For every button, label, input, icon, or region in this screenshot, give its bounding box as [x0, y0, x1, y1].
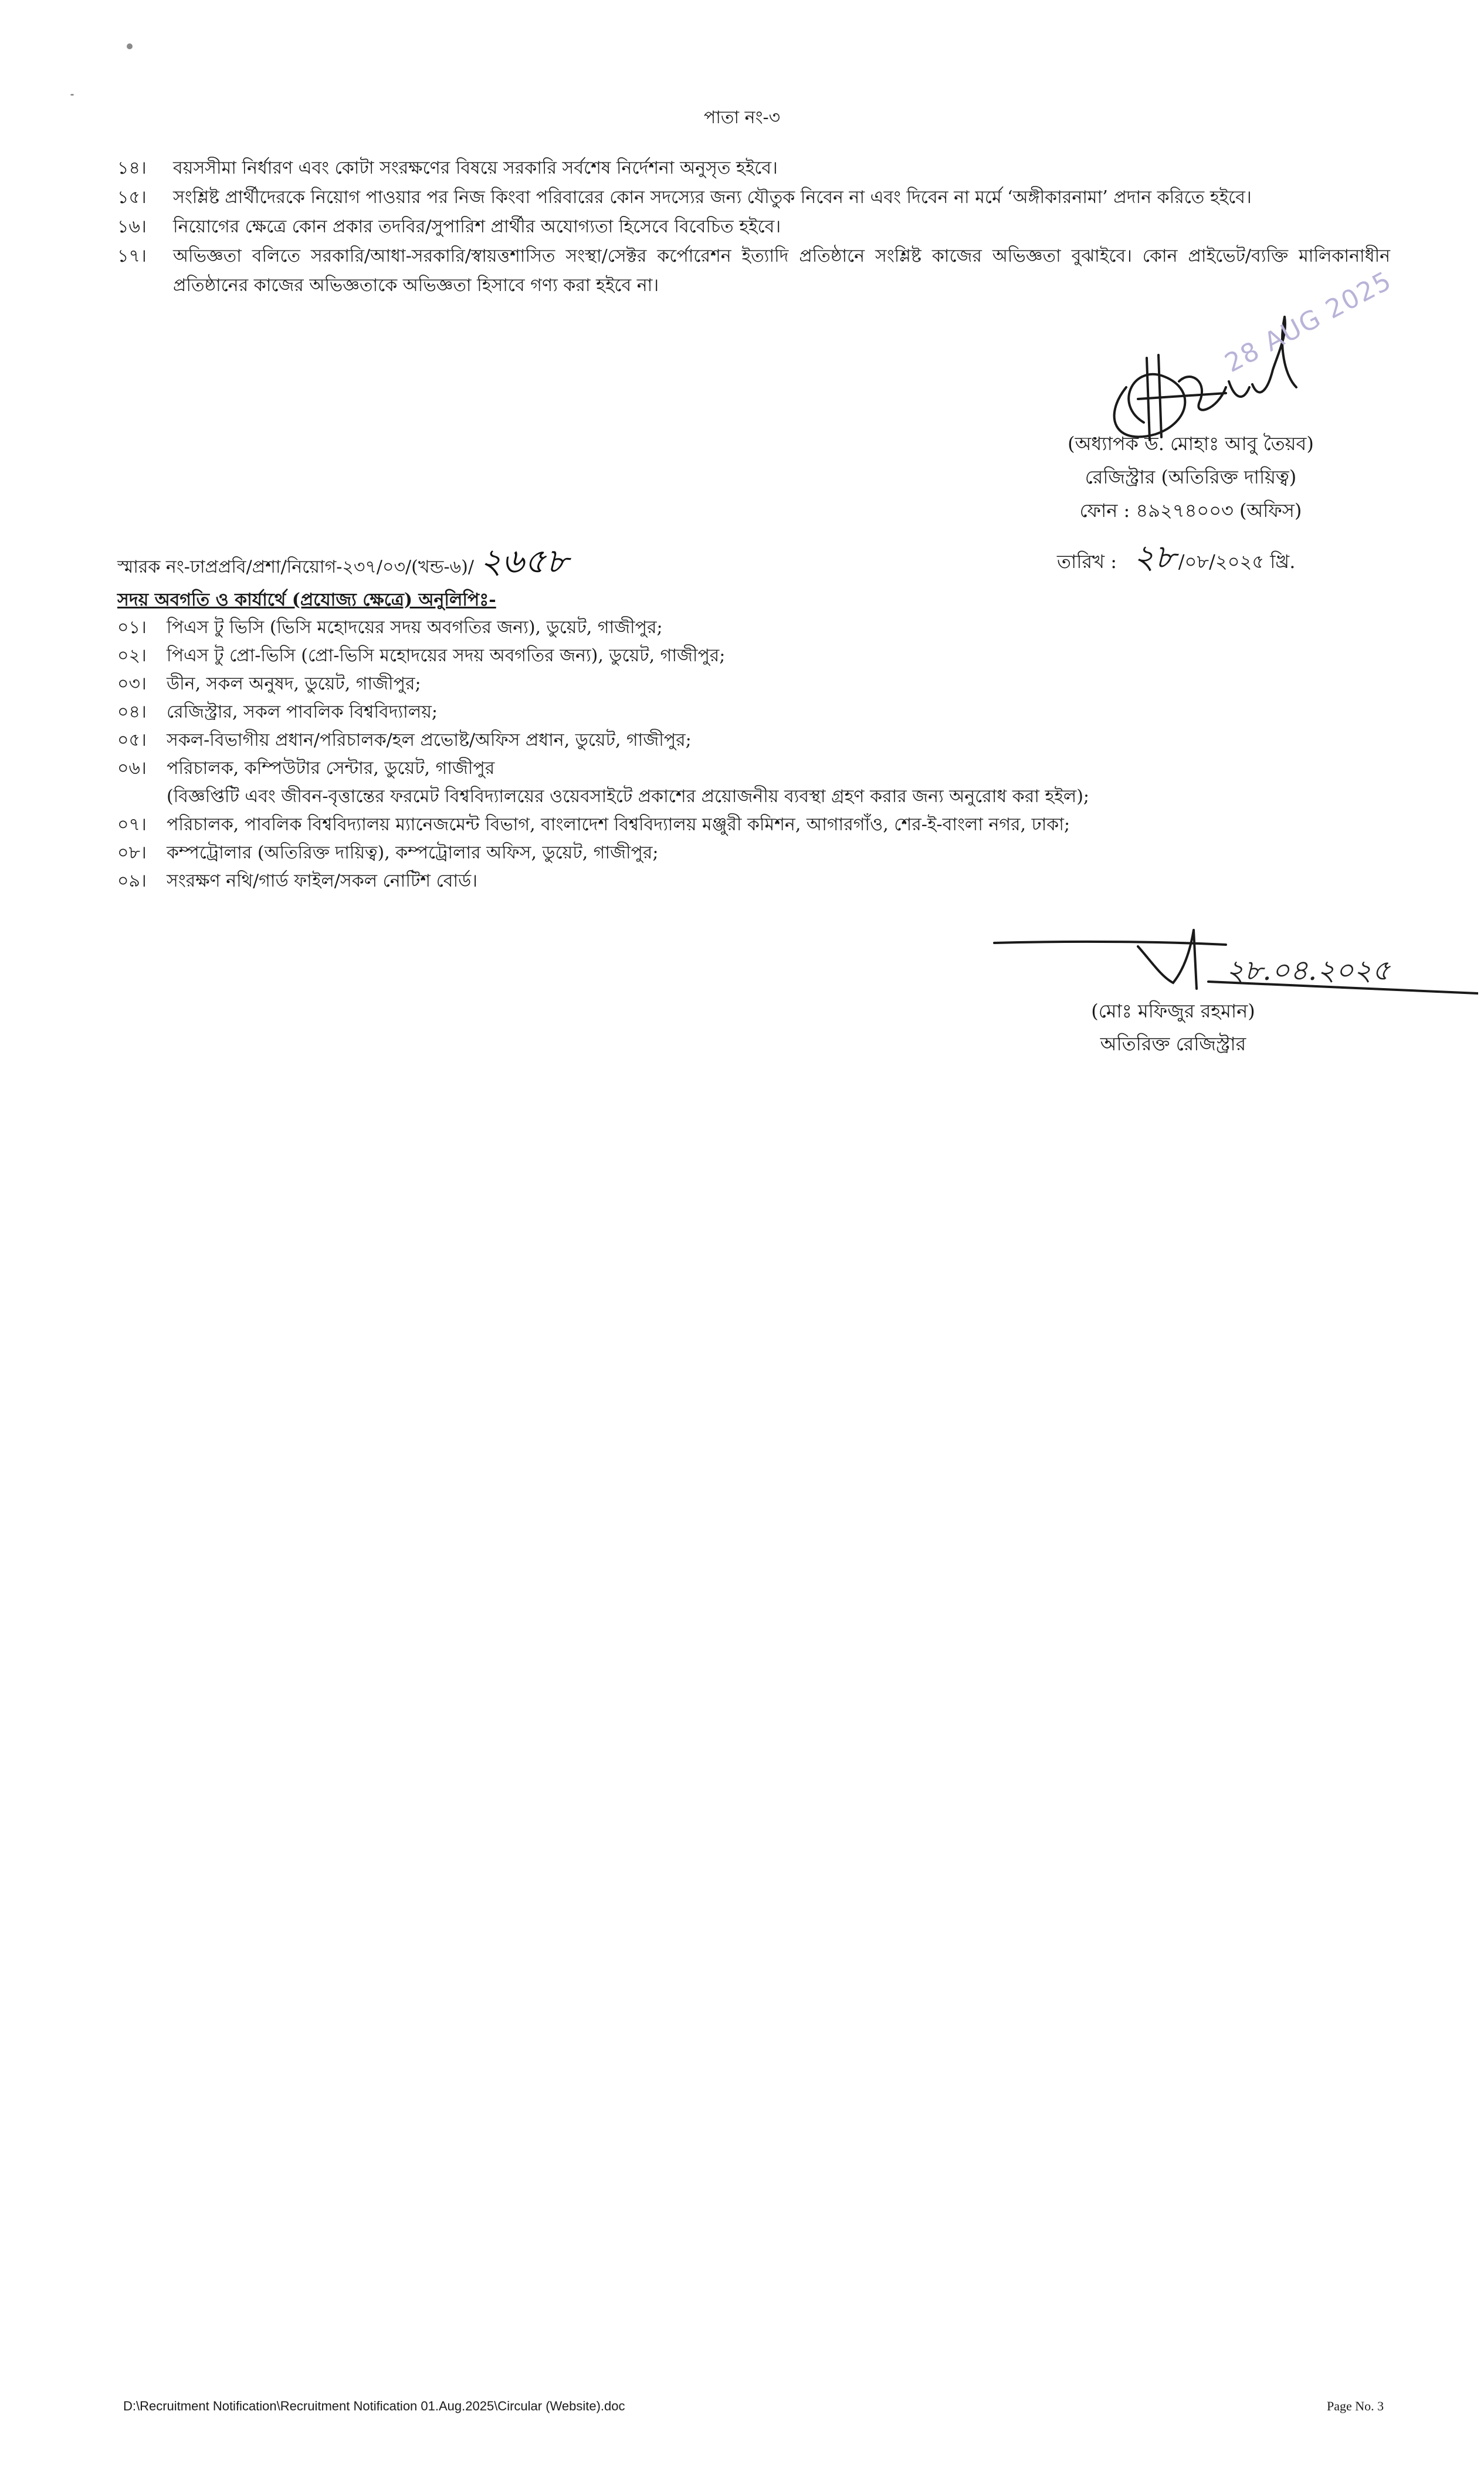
- registrar-name: (অধ্যাপক ড. মোহাঃ আবু তৈয়ব): [1068, 432, 1314, 455]
- copy-item: [117, 698, 1349, 726]
- condition-text: বয়সসীমা নির্ধারণ এবং কোটা সংরক্ষণের বিষয়ে সরকারি সর্বশেষ নির্দেশনা অনুসৃত হইবে।: [173, 158, 778, 178]
- copy-number: ০৮।: [117, 843, 147, 863]
- condition-number: ১৪।: [117, 158, 147, 178]
- conditions-list: [117, 154, 1390, 300]
- footer-page-number: Page No. 3: [1327, 2399, 1384, 2413]
- copy-text: কম্পট্রোলার (অতিরিক্ত দায়িত্ব), কম্পট্রোলার অফিস, ডুয়েট, গাজীপুর;: [167, 843, 659, 863]
- copy-text: সকল-বিভাগীয় প্রধান/পরিচালক/হল প্রভোষ্ট/অফিস প্রধান, ডুয়েট, গাজীপুর;: [167, 730, 692, 750]
- copy-list: [117, 614, 1349, 895]
- copy-number: ০৩।: [117, 674, 147, 694]
- copy-number: ০৪।: [117, 702, 147, 722]
- copy-item: [117, 839, 1349, 867]
- copy-06-note: (বিজ্ঞপ্তিটি এবং জীবন-বৃত্তান্তের ফরমেট বিশ্ববিদ্যালয়ের ওয়েবসাইটে প্রকাশের প্রয়োজনীয় ব্যবস্থা গ্রহণ করার জন্য অনুরোধ করা হইল);: [167, 786, 1090, 807]
- scan-speck: [70, 94, 74, 96]
- copy-number: ০৭।: [117, 814, 147, 835]
- registrar-designation: রেজিস্ট্রার (অতিরিক্ত দায়িত্ব): [1085, 466, 1297, 488]
- additional-registrar-name: (মোঃ মফিজুর রহমান): [1091, 1000, 1255, 1022]
- copy-text: রেজিস্ট্রার, সকল পাবলিক বিশ্ববিদ্যালয়;: [167, 702, 438, 722]
- condition-item: [117, 154, 1390, 183]
- copy-text: সংরক্ষণ নথি/গার্ড ফাইল/সকল নোটিশ বোর্ড।: [167, 871, 477, 891]
- second-signature-date: ২৮.০৪.২০২৫: [1226, 954, 1391, 987]
- memo-prefix: স্মারক নং-ঢাপ্রপ্রবি/প্রশা/নিয়োগ-২৩৭/০৩/(খন্ড-৬)/: [117, 557, 474, 577]
- copy-number: ০১।: [117, 617, 147, 638]
- registrar-signature-block: [985, 427, 1396, 527]
- date-handwritten-day: ২৮: [1133, 538, 1176, 576]
- copy-number: ০৫।: [117, 730, 147, 750]
- copy-item: [117, 614, 1349, 642]
- footer-file-path: D:\Recruitment Notification\Recruitment Notification 01.Aug.2025\Circular (Website).doc: [123, 2399, 625, 2413]
- copy-text: ডীন, সকল অনুষদ, ডুয়েট, গাজীপুর;: [167, 674, 421, 694]
- copy-item: [117, 642, 1349, 670]
- copy-number: ০২।: [117, 645, 147, 666]
- copy-item: [117, 670, 1349, 698]
- issue-date: [1057, 532, 1295, 587]
- copy-text: পরিচালক, কম্পিউটার সেন্টার, ডুয়েট, গাজীপুর: [167, 758, 495, 779]
- condition-number: ১৬।: [117, 217, 147, 237]
- condition-item: [117, 183, 1390, 212]
- received-date-stamp: 28 AUG 2025: [1220, 265, 1397, 379]
- copy-heading: সদয় অবগতি ও কার্যার্থে (প্রযোজ্য ক্ষেত্রে) অনুলিপিঃ-: [117, 590, 496, 610]
- condition-text: সংশ্লিষ্ট প্রার্থীদেরকে নিয়োগ পাওয়ার পর নিজ কিংবা পরিবারের কোন সদস্যের জন্য যৌতুক নিবেন না এবং দিবেন না মর্মে ‘অঙ্গীকারনামা’ প্রদান করিতে হইবে।: [173, 187, 1252, 208]
- copy-item: [117, 811, 1349, 839]
- copy-text: পিএস টু ভিসি (ভিসি মহোদয়ের সদয় অবগতির জন্য), ডুয়েট, গাজীপুর;: [167, 617, 663, 638]
- memo-number: [117, 535, 568, 592]
- copy-item: [117, 867, 1349, 895]
- condition-text: নিয়োগের ক্ষেত্রে কোন প্রকার তদবির/সুপারিশ প্রার্থীর অযোগ্যতা হিসেবে বিবেচিত হইবে।: [173, 217, 781, 237]
- condition-number: ১৭।: [117, 246, 147, 266]
- copy-item: [117, 726, 1349, 755]
- condition-text: অভিজ্ঞতা বলিতে সরকারি/আধা-সরকারি/স্বায়ত্তশাসিত সংস্থা/সেক্টর কর্পোরেশন ইত্যাদি প্রতিষ্ঠানে সংশ্লিষ্ট কাজের অভিজ্ঞতা বুঝাইবে। কোন প্রাইভেট/ব্যক্তি মালিকানাধীন প্রতিষ্ঠানের কাজের অভিজ্ঞতাকে অভিজ্ঞতা হিসাবে গণ্য করা হইবে না।: [173, 246, 1390, 296]
- condition-number: ১৫।: [117, 187, 147, 208]
- copy-item: [117, 755, 1349, 783]
- page-header: পাতা নং-৩: [703, 107, 781, 128]
- additional-registrar-block: [997, 995, 1349, 1060]
- date-label: তারিখ :: [1057, 550, 1117, 573]
- memo-handwritten-number: ২৬৫৮: [479, 541, 568, 581]
- condition-item: [117, 212, 1390, 242]
- copy-text: পরিচালক, পাবলিক বিশ্ববিদ্যালয় ম্যানেজমেন্ট বিভাগ, বাংলাদেশ বিশ্ববিদ্যালয় মঞ্জুরী কমিশন, আগারগাঁও, শের-ই-বাংলা নগর, ঢাকা;: [167, 814, 1070, 835]
- date-rest: /০৮/২০২৫ খ্রি.: [1178, 550, 1296, 573]
- copy-number: ০৯।: [117, 871, 147, 891]
- condition-item: [117, 242, 1390, 300]
- registrar-phone: ফোন : ৪৯২৭৪০০৩ (অফিস): [1079, 499, 1302, 522]
- additional-registrar-designation: অতিরিক্ত রেজিস্ট্রার: [1100, 1033, 1246, 1055]
- scan-speck: [127, 43, 133, 49]
- copy-text: পিএস টু প্রো-ভিসি (প্রো-ভিসি মহোদয়ের সদয় অবগতির জন্য), ডুয়েট, গাজীপুর;: [167, 645, 726, 666]
- copy-number: ০৬।: [117, 758, 147, 779]
